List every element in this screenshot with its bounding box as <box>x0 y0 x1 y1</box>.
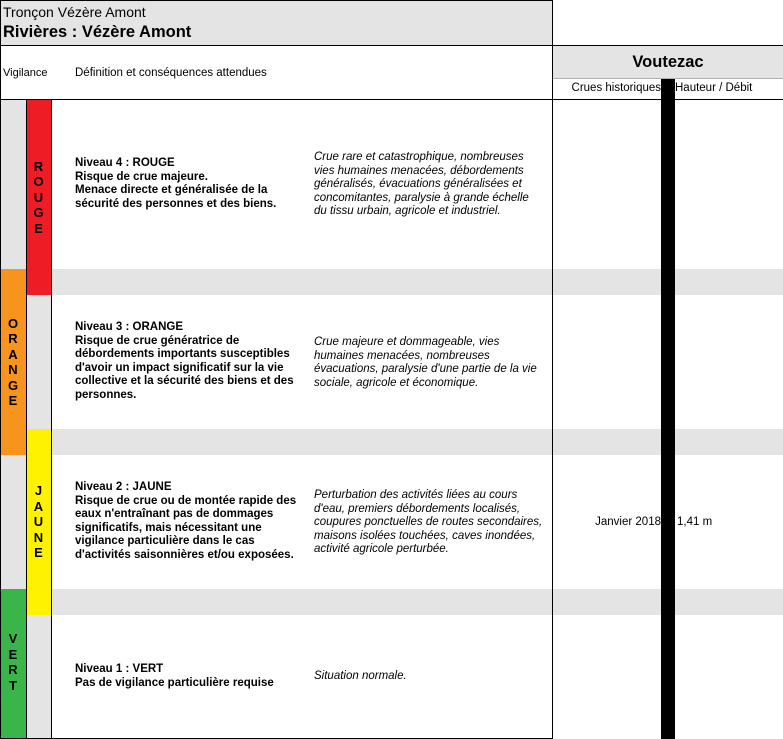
crues-historiques-header: Crues historiques <box>571 82 661 94</box>
vigilance-header: Vigilance <box>3 67 48 79</box>
orange-letter: E <box>8 393 18 408</box>
rouge-letter: O <box>33 174 44 190</box>
level-3-consequences <box>314 336 552 390</box>
crue-historique-date: Janvier 2018 <box>595 516 661 528</box>
consequence-line: sociale, agricole et économique. <box>314 376 479 389</box>
hauteur-debit-header: Hauteur / Débit <box>675 82 753 94</box>
consequence-line: concomitantes, paralysie à grande échelle <box>314 191 529 204</box>
grid-line <box>552 0 553 739</box>
orange-letter: G <box>7 377 19 393</box>
definition-line: significatifs, mais nécessitant une <box>75 521 262 534</box>
orange-letter: A <box>8 346 18 362</box>
grid-line <box>0 0 553 1</box>
level-4-consequences <box>314 151 552 219</box>
vert-letter: T <box>9 677 17 693</box>
definition-line: vigilance particulière dans le cas <box>75 535 255 547</box>
vert-letter: V <box>8 631 18 646</box>
consequence-line: humaines menacées, nombreuses <box>314 349 490 362</box>
troncon-title: Tronçon Vézère Amont <box>3 4 146 20</box>
consequence-line: maisons isolées touchées, caves inondées, <box>314 529 536 542</box>
definition-line: Menace directe et généralisée de la <box>75 184 268 196</box>
rouge-letter: U <box>33 189 44 205</box>
consequence-line: du tissu urbain, agricole et industriel. <box>314 205 501 217</box>
rouge-vigilance-bar <box>26 100 51 295</box>
consequence-line: Crue rare et catastrophique, nombreuses <box>314 151 524 163</box>
consequence-line: vies humaines menacées, débordements <box>314 164 524 177</box>
level-2-consequences <box>314 489 552 557</box>
consequence-line: Perturbation des activités liées au cours <box>314 489 518 501</box>
orange-letter: R <box>8 331 18 346</box>
rivieres-title: Rivières : Vézère Amont <box>3 23 192 41</box>
definition-line: d'avoir un impact significatif sur la vie <box>75 361 284 374</box>
jaune-letter: N <box>33 529 44 545</box>
level-1-consequences <box>314 670 552 684</box>
definition-line: eaux n'entraînant pas de dommages <box>75 508 274 520</box>
definition-line: sécurité des personnes et des biens. <box>75 197 277 210</box>
level-title: Niveau 2 : JAUNE <box>75 481 172 493</box>
consequence-line: Crue majeure et dommageable, vies <box>314 336 500 348</box>
jaune-letter: J <box>34 483 43 499</box>
jaune-vigilance-bar <box>26 429 51 615</box>
jaune-letter: E <box>34 545 43 561</box>
definition-line: d'activités saisonnières et/ou exposées. <box>75 548 294 561</box>
level-1-definition <box>75 663 310 690</box>
orange-letter: O <box>7 315 19 331</box>
level-title: Niveau 3 : ORANGE <box>75 321 183 333</box>
jaune-letter: U <box>33 514 44 530</box>
consequence-line: évacuations, paralysie d'une partie de la vie <box>314 363 537 375</box>
station-column-divider <box>661 79 675 739</box>
vert-vigilance-bar <box>0 589 26 739</box>
orange-letter: N <box>8 362 18 377</box>
vert-letter: R <box>8 662 18 677</box>
definition-line: Pas de vigilance particulière requise <box>75 676 274 689</box>
rouge-letter: R <box>33 158 44 174</box>
consequence-line: généralisés, évacuations généralisées et <box>314 178 522 190</box>
station-name: Voutezac <box>632 53 704 71</box>
definition-line: collective et la sécurité des biens et des <box>75 375 294 387</box>
definition-line: personnes. <box>75 388 137 401</box>
level-2-definition <box>75 481 310 562</box>
consequence-line: activité agricole perturbée. <box>314 543 449 555</box>
consequence-line: d'eau, premiers débordements localisés, <box>314 502 521 515</box>
consequence-line: Situation normale. <box>314 670 407 682</box>
grid-line <box>0 45 783 46</box>
level-title: Niveau 1 : VERT <box>75 663 164 675</box>
definition-line: débordements importants susceptibles <box>75 348 290 360</box>
definition-line: Risque de crue majeure. <box>75 170 208 183</box>
level-4-definition <box>75 157 310 211</box>
definition-line: Risque de crue génératrice de <box>75 334 240 347</box>
rouge-letter: E <box>34 220 43 236</box>
consequence-line: coupures ponctuelles de routes secondaires, <box>314 516 543 528</box>
definition-line: Risque de crue ou de montée rapide des <box>75 494 297 507</box>
level-title: Niveau 4 : ROUGE <box>75 157 175 169</box>
vert-letter: E <box>8 646 18 662</box>
grid-line <box>0 0 1 739</box>
level-3-definition <box>75 321 310 402</box>
crue-historique-hauteur: 1,41 m <box>677 516 713 528</box>
definition-header: Définition et conséquences attendues <box>75 67 267 79</box>
orange-vigilance-bar <box>0 269 26 455</box>
grid-line <box>51 99 52 739</box>
rouge-letter: G <box>33 205 44 221</box>
jaune-letter: A <box>33 498 44 514</box>
grid-line <box>26 99 27 739</box>
